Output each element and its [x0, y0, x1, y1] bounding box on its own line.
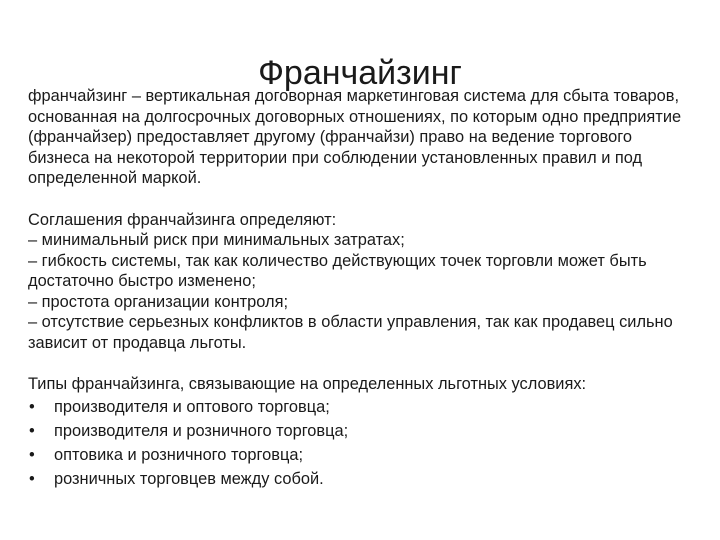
bullet-icon: •: [29, 469, 35, 488]
types-item-text: производителя и оптового торговца;: [54, 397, 330, 416]
agreement-item: – гибкость системы, так как количество действующих точек торговли может быть достаточно быстро изменено;: [28, 251, 647, 290]
bullet-icon: •: [29, 397, 35, 416]
types-item-text: производителя и розничного торговца;: [54, 421, 349, 440]
agreement-item: – простота организации контроля;: [28, 292, 288, 311]
types-item-text: розничных торговцев между собой.: [54, 469, 324, 488]
definition-paragraph: франчайзинг – вертикальная договорная маркетинговая система для сбыта товаров, основанная на долгосрочных договорных отношениях, по которым одно предприятие (франчайзер) предоставляет другому (франчайзи) право на ведение торгового бизнеса на некоторой территории при соблюдении установленных правил и под определенной маркой.: [28, 87, 682, 187]
types-list-item: [28, 419, 698, 443]
bullet-icon: •: [29, 445, 35, 464]
types-item-text: оптовика и розничного торговца;: [54, 445, 304, 464]
types-list: [28, 395, 698, 491]
bullet-icon: •: [29, 421, 35, 440]
types-list-item: [28, 395, 698, 419]
types-heading: Типы франчайзинга, связывающие на определенных льготных условиях:: [28, 375, 587, 393]
agreements-section: [28, 210, 698, 354]
types-section: [28, 374, 698, 491]
agreements-heading: Соглашения франчайзинга определяют:: [28, 210, 337, 229]
slide-body: [28, 86, 698, 491]
types-list-item: [28, 467, 698, 491]
agreement-item: – минимальный риск при минимальных затратах;: [28, 231, 405, 249]
slide-title: Франчайзинг: [258, 53, 462, 92]
types-list-item: [28, 443, 698, 467]
agreement-item: – отсутствие серьезных конфликтов в области управления, так как продавец сильно зависит от продавца льготы.: [28, 313, 673, 352]
